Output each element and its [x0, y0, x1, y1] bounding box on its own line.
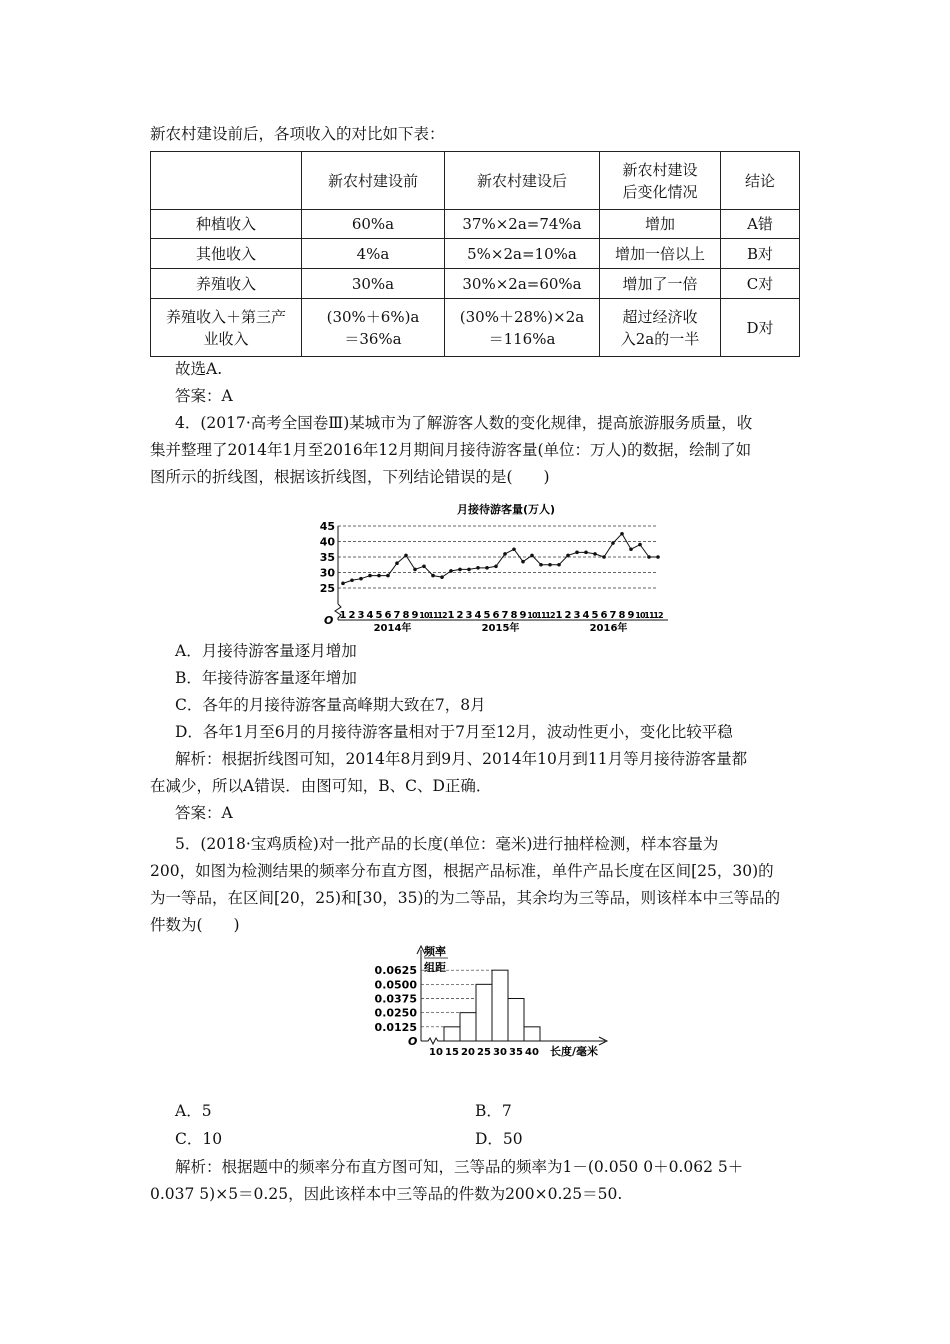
- line-chart-point: [404, 554, 408, 558]
- line-chart-x-tick: 8: [618, 610, 626, 621]
- line-chart-x-tick: 12: [545, 611, 555, 620]
- row-after: 30%×2a=60%a: [445, 269, 600, 299]
- histogram-bar: [444, 1027, 460, 1041]
- line-chart-x-tick: 2: [456, 610, 464, 621]
- row-after: 5%×2a=10%a: [445, 239, 600, 269]
- histogram-y-tick: 0.0250: [374, 1006, 417, 1020]
- line-chart-point: [431, 574, 435, 578]
- line-chart-x-tick: 4: [582, 610, 590, 621]
- line-chart-point: [476, 566, 480, 570]
- line-chart-x-tick: 12: [437, 611, 447, 620]
- histogram-y-tick: 0.0625: [374, 964, 417, 978]
- line-chart-y-tick: 35: [319, 551, 335, 564]
- q5-option-c: C．10: [175, 1130, 223, 1148]
- line-chart-point: [521, 560, 525, 564]
- histogram-ylabel-bottom: 组距: [424, 961, 446, 974]
- q4-stem-line3: 图所示的折线图，根据该折线图，下列结论错误的是( ): [150, 468, 550, 486]
- line-chart-point: [602, 555, 606, 559]
- histogram-x-tick: 40: [525, 1047, 539, 1058]
- row-after-line1: (30%＋28%)×2a: [459, 307, 585, 326]
- line-chart-x-tick: 5: [375, 610, 383, 621]
- line-chart-point: [584, 551, 588, 555]
- header-cell-3-line1: 新农村建设: [622, 160, 698, 179]
- line-chart-x-tick: 1: [555, 610, 563, 621]
- row-before: [302, 299, 445, 357]
- line-chart-point: [566, 554, 570, 558]
- line-chart-x-tick: 9: [411, 610, 419, 621]
- histogram-bar: [508, 999, 524, 1042]
- histogram-y-tick: 0.0500: [374, 978, 417, 992]
- q4-stem-line2: 集并整理了2014年1月至2016年12月期间月接待游客量(单位：万人)的数据，绘制了如: [150, 441, 752, 459]
- line-chart-point: [413, 568, 417, 572]
- histogram-x-tick: 25: [477, 1047, 491, 1058]
- row-before-line2: ＝36%a: [344, 329, 402, 348]
- table-row: [151, 239, 800, 269]
- comparison-table: [150, 151, 800, 357]
- line-chart-point: [440, 575, 444, 579]
- q4-stem-line1: 4．(2017·高考全国卷Ⅲ)某城市为了解游客人数的变化规律，提高旅游服务质量，收: [175, 414, 753, 432]
- table-row: [151, 299, 800, 357]
- frequency-histogram: [360, 940, 630, 1065]
- line-chart-point: [350, 578, 354, 582]
- line-chart-x-tick: 10: [635, 611, 645, 620]
- line-chart-year-label: 2016年: [589, 623, 628, 634]
- line-chart-point: [512, 547, 516, 551]
- line-chart-y-tick: 40: [319, 535, 335, 549]
- row-item-line1: 养殖收入＋第三产: [165, 307, 286, 326]
- histogram-x-tick: 20: [461, 1047, 475, 1058]
- line-chart-x-tick: 3: [573, 610, 581, 621]
- line-chart-x-tick: 1: [339, 610, 347, 621]
- line-chart-x-tick: 2: [564, 610, 572, 621]
- header-cell-1: 新农村建设前: [302, 152, 445, 210]
- row-after-line2: ＝116%a: [488, 329, 556, 348]
- line-chart-y-tick: 30: [319, 566, 335, 580]
- line-chart-point: [629, 547, 633, 551]
- row-before: 60%a: [302, 210, 445, 239]
- line-chart-x-tick: 4: [474, 610, 482, 621]
- q5-stem-line2: 200，如图为检测结果的频率分布直方图，根据产品标准，单件产品长度在区间[25，30)的: [150, 862, 774, 880]
- line-chart-point: [647, 555, 651, 559]
- row-conclusion: B对: [721, 239, 800, 269]
- line-chart-point: [368, 574, 372, 578]
- line-chart-point: [530, 554, 534, 558]
- row-item: 种植收入: [151, 210, 302, 239]
- line-chart-year-label: 2014年: [373, 623, 412, 634]
- histogram-bar: [476, 984, 492, 1041]
- q5-option-a: A．5: [175, 1102, 212, 1120]
- row-after: 37%×2a=74%a: [445, 210, 600, 239]
- line-chart-x-tick: 9: [627, 610, 635, 621]
- line-chart-x-tick: 3: [465, 610, 473, 621]
- q4-option-c: C．各年的月接待游客量高峰期大致在7，8月: [175, 696, 486, 714]
- row-before: 4%a: [302, 239, 445, 269]
- histogram-y-tick: 0.0375: [374, 992, 417, 1006]
- histogram-x-tick: 30: [493, 1047, 507, 1058]
- histogram-origin: O: [408, 1035, 418, 1048]
- line-chart-point: [341, 582, 345, 586]
- row-conclusion: D对: [721, 299, 800, 357]
- line-chart-x-tick: 12: [653, 611, 663, 620]
- histogram-y-tick: 0.0125: [374, 1020, 417, 1034]
- intro-text: 新农村建设前后，各项收入的对比如下表：: [150, 125, 445, 143]
- line-chart-x-tick: 7: [609, 610, 617, 621]
- line-chart-x-tick: 11: [644, 611, 654, 620]
- p3-choice: 故选A.: [175, 360, 223, 378]
- q5-option-b: B．7: [475, 1102, 512, 1120]
- line-chart-point: [467, 568, 471, 572]
- tourist-line-chart: [318, 500, 678, 635]
- row-conclusion: A错: [721, 210, 800, 239]
- line-chart-title: 月接待游客量(万人): [456, 503, 556, 516]
- row-change-line2: 入2a的一半: [620, 329, 700, 348]
- line-chart-x-tick: 3: [357, 610, 365, 621]
- histogram-xlabel: 长度/毫米: [550, 1045, 599, 1058]
- line-chart-point: [548, 563, 552, 567]
- histogram-x-tick: 35: [509, 1047, 523, 1058]
- row-change: [600, 299, 721, 357]
- line-chart-x-tick: 6: [384, 610, 392, 621]
- line-chart-point: [503, 552, 507, 556]
- line-chart-x-tick: 7: [501, 610, 509, 621]
- line-chart-origin: O: [324, 614, 334, 627]
- q5-stem-line3: 为一等品，在区间[20，25)和[30，35)的为二等品，其余均为三等品，则该样本中三等品的: [150, 889, 781, 907]
- q5-stem-line4: 件数为( ): [150, 916, 240, 934]
- line-chart-x-tick: 8: [402, 610, 410, 621]
- line-chart-point: [611, 541, 615, 545]
- header-cell-2: 新农村建设后: [445, 152, 600, 210]
- histogram-bar: [524, 1027, 540, 1041]
- row-before-line1: (30%＋6%)a: [326, 307, 420, 326]
- p3-answer: 答案：A: [175, 387, 233, 405]
- line-chart-point: [494, 565, 498, 569]
- histogram-x-tick: 10: [429, 1047, 443, 1058]
- line-chart-x-tick: 4: [366, 610, 374, 621]
- line-chart-y-tick: 25: [319, 582, 335, 595]
- line-chart-y-tick: 45: [319, 520, 335, 533]
- header-cell-3-line2: 后变化情况: [622, 182, 698, 201]
- line-chart-point: [575, 551, 579, 555]
- line-chart-point: [539, 563, 543, 567]
- table-header-row: [151, 152, 800, 210]
- header-cell-3: [600, 152, 721, 210]
- histogram-bar: [492, 970, 508, 1041]
- line-chart-point: [593, 552, 597, 556]
- q4-analysis-line1: 解析：根据折线图可知，2014年8月到9月、2014年10月到11月等月接待游客量都: [175, 750, 748, 768]
- row-change: 增加: [600, 210, 721, 239]
- line-chart-point: [422, 565, 426, 569]
- table-row: [151, 210, 800, 239]
- line-chart-point: [485, 566, 489, 570]
- line-chart-x-tick: 11: [428, 611, 438, 620]
- q5-analysis-line2: 0.037 5)×5＝0.25，因此该样本中三等品的件数为200×0.25＝50.: [150, 1185, 623, 1203]
- line-chart-point: [386, 574, 390, 578]
- q5-option-d: D．50: [475, 1130, 523, 1148]
- line-chart-x-tick: 7: [393, 610, 401, 621]
- q4-option-d: D．各年1月至6月的月接待游客量相对于7月至12月，波动性更小，变化比较平稳: [175, 723, 733, 741]
- line-chart-x-tick: 10: [527, 611, 537, 620]
- line-chart-point: [656, 555, 660, 559]
- line-chart-x-tick: 6: [600, 610, 608, 621]
- row-change: 增加一倍以上: [600, 239, 721, 269]
- histogram-bar: [460, 1013, 476, 1041]
- line-chart-x-tick: 9: [519, 610, 527, 621]
- line-chart-point: [395, 561, 399, 565]
- q4-analysis-line2: 在减少，所以A错误．由图可知，B、C、D正确．: [150, 777, 492, 795]
- header-cell-0: [151, 152, 302, 210]
- row-item: [151, 299, 302, 357]
- q4-option-a: A．月接待游客量逐月增加: [175, 642, 357, 660]
- row-item: 其他收入: [151, 239, 302, 269]
- table-row: [151, 269, 800, 299]
- line-chart-point: [458, 568, 462, 572]
- line-chart-year-label: 2015年: [481, 623, 520, 634]
- line-chart-point: [557, 563, 561, 567]
- line-chart-point: [449, 569, 453, 573]
- line-chart-x-tick: 1: [447, 610, 455, 621]
- q4-option-b: B．年接待游客量逐年增加: [175, 669, 357, 687]
- line-chart-point: [377, 574, 381, 578]
- line-chart-x-tick: 2: [348, 610, 356, 621]
- line-chart-x-tick: 10: [419, 611, 429, 620]
- line-chart-x-tick: 5: [591, 610, 599, 621]
- line-chart-x-tick: 5: [483, 610, 491, 621]
- row-item-line2: 业收入: [203, 329, 249, 348]
- row-before: 30%a: [302, 269, 445, 299]
- histogram-ylabel-top: 频率: [424, 945, 446, 958]
- q4-answer: 答案：A: [175, 804, 233, 822]
- row-after: [445, 299, 600, 357]
- line-chart-point: [620, 532, 624, 536]
- row-change-line1: 超过经济收: [622, 307, 698, 326]
- line-chart-x-tick: 8: [510, 610, 518, 621]
- row-conclusion: C对: [721, 269, 800, 299]
- header-cell-4: 结论: [721, 152, 800, 210]
- line-chart-x-tick: 11: [536, 611, 546, 620]
- line-chart-point: [359, 577, 363, 581]
- line-chart-x-tick: 6: [492, 610, 500, 621]
- q5-analysis-line1: 解析：根据题中的频率分布直方图可知，三等品的频率为1－(0.050 0＋0.062 5＋: [175, 1158, 744, 1176]
- q5-stem-line1: 5．(2018·宝鸡质检)对一批产品的长度(单位：毫米)进行抽样检测，样本容量为: [175, 835, 719, 853]
- row-change: 增加了一倍: [600, 269, 721, 299]
- histogram-x-tick: 15: [445, 1047, 459, 1058]
- line-chart-point: [638, 543, 642, 547]
- row-item: 养殖收入: [151, 269, 302, 299]
